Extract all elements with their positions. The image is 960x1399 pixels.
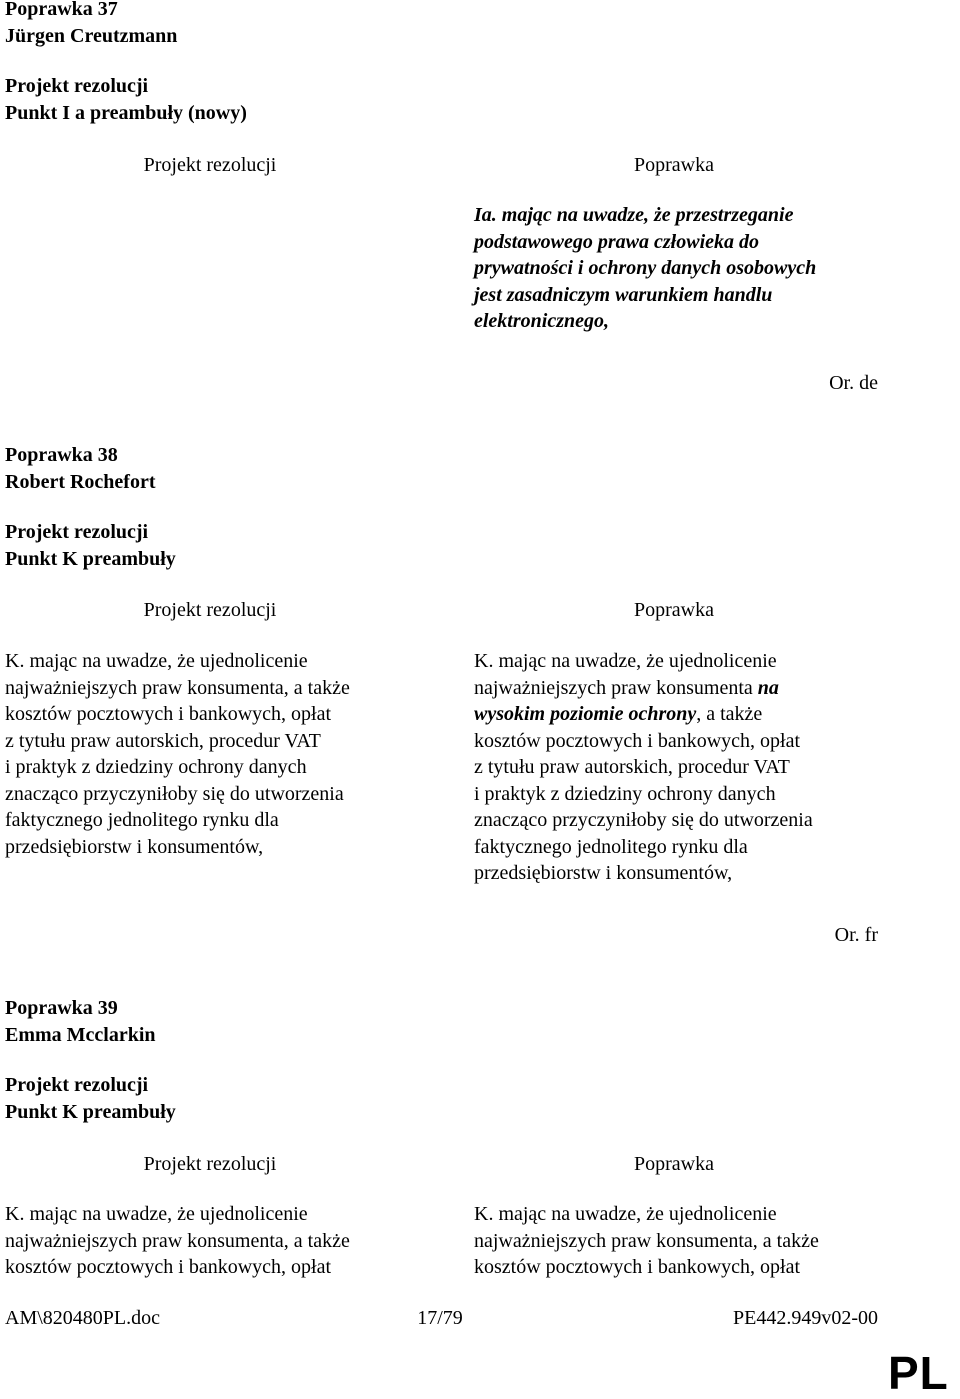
column-head-right: Poprawka [634, 1153, 714, 1175]
amendment-author: Emma Mcclarkin [5, 1023, 156, 1046]
footer-page-number: 17/79 [417, 1307, 463, 1329]
amendment-heading: Poprawka 38 [5, 444, 118, 466]
text-line: najważniejszych praw konsumenta, a także [474, 1229, 819, 1252]
text-line: K. mając na uwadze, że ujednolicenie [474, 650, 777, 672]
text-line: prywatności i ochrony danych osobowych [474, 257, 817, 279]
text-line: kosztów pocztowych i bankowych, opłat [474, 729, 801, 752]
text-line: najważniejszych praw konsumenta, a także [5, 676, 350, 699]
footer-pe-ref: PE442.949v02-00 [733, 1307, 878, 1329]
original-language: Or. de [829, 372, 878, 394]
column-head-right: Poprawka [634, 599, 714, 621]
text-line: elektronicznego, [474, 310, 609, 332]
inserted-text: na [757, 676, 779, 699]
text-line: i praktyk z dziedziny ochrony danych [5, 756, 307, 778]
text-line: znacząco przyczyniłoby się do utworzenia [5, 782, 344, 805]
amendment-37-target [5, 73, 465, 126]
point-label: Punkt I a preambuły (nowy) [5, 101, 247, 124]
point-label: Punkt K preambuły [5, 547, 176, 570]
amendment-37-header [5, 0, 465, 49]
column-head-left: Projekt rezolucji [143, 599, 277, 621]
text-segment: , a także [696, 703, 763, 725]
original-language: Or. fr [834, 924, 878, 946]
amendment-39-text-left [5, 1201, 465, 1281]
text-line: podstawowego prawa człowieka do [474, 230, 760, 253]
text-line: faktycznego jednolitego rynku dla [474, 835, 748, 858]
text-line: z tytułu praw autorskich, procedur VAT [474, 756, 790, 778]
text-line: K. mając na uwadze, że ujednolicenie [5, 1203, 308, 1225]
column-head-right: Poprawka [634, 154, 714, 176]
amendment-39-header [5, 995, 465, 1048]
inserted-text: wysokim poziomie ochrony [474, 703, 697, 725]
document-label: Projekt rezolucji [5, 75, 149, 97]
amendment-37-text-right [474, 202, 944, 335]
text-line: kosztów pocztowych i bankowych, opłat [5, 703, 332, 725]
text-line: kosztów pocztowych i bankowych, opłat [474, 1256, 801, 1278]
point-label: Punkt K preambuły [5, 1100, 176, 1123]
text-line [474, 675, 944, 702]
text-segment: najważniejszych praw konsumenta [474, 676, 753, 699]
column-head-left: Projekt rezolucji [143, 154, 277, 176]
amendment-38-header [5, 442, 465, 495]
amendment-heading: Poprawka 37 [5, 0, 118, 20]
language-badge: PL [888, 1347, 949, 1399]
amendment-heading: Poprawka 39 [5, 997, 118, 1019]
amendment-39-target [5, 1072, 465, 1125]
text-line: i praktyk z dziedziny ochrony danych [474, 782, 776, 805]
text-line: Ia. mając na uwadze, że przestrzeganie [474, 204, 794, 226]
amendment-38-target [5, 519, 465, 572]
text-line: K. mając na uwadze, że ujednolicenie [5, 650, 308, 672]
column-head-left: Projekt rezolucji [143, 1153, 277, 1175]
amendment-38-text-right [474, 648, 944, 887]
text-line: przedsiębiorstw i konsumentów, [474, 862, 733, 884]
text-line: jest zasadniczym warunkiem handlu [474, 283, 773, 306]
amendment-39-text-right [474, 1201, 944, 1281]
document-label: Projekt rezolucji [5, 1074, 149, 1096]
text-line: najważniejszych praw konsumenta, a także [5, 1229, 350, 1252]
amendment-author: Jürgen Creutzmann [5, 24, 178, 47]
amendment-author: Robert Rochefort [5, 470, 156, 493]
text-line: K. mając na uwadze, że ujednolicenie [474, 1203, 777, 1225]
text-line: z tytułu praw autorskich, procedur VAT [5, 729, 321, 752]
text-line: znacząco przyczyniłoby się do utworzenia [474, 809, 813, 831]
text-line: faktycznego jednolitego rynku dla [5, 809, 279, 831]
document-label: Projekt rezolucji [5, 521, 149, 543]
footer-doc-ref: AM\820480PL.doc [5, 1307, 160, 1329]
amendment-38-text-left [5, 648, 465, 860]
text-line [474, 701, 944, 728]
text-line: kosztów pocztowych i bankowych, opłat [5, 1256, 332, 1278]
text-line: przedsiębiorstw i konsumentów, [5, 835, 264, 858]
